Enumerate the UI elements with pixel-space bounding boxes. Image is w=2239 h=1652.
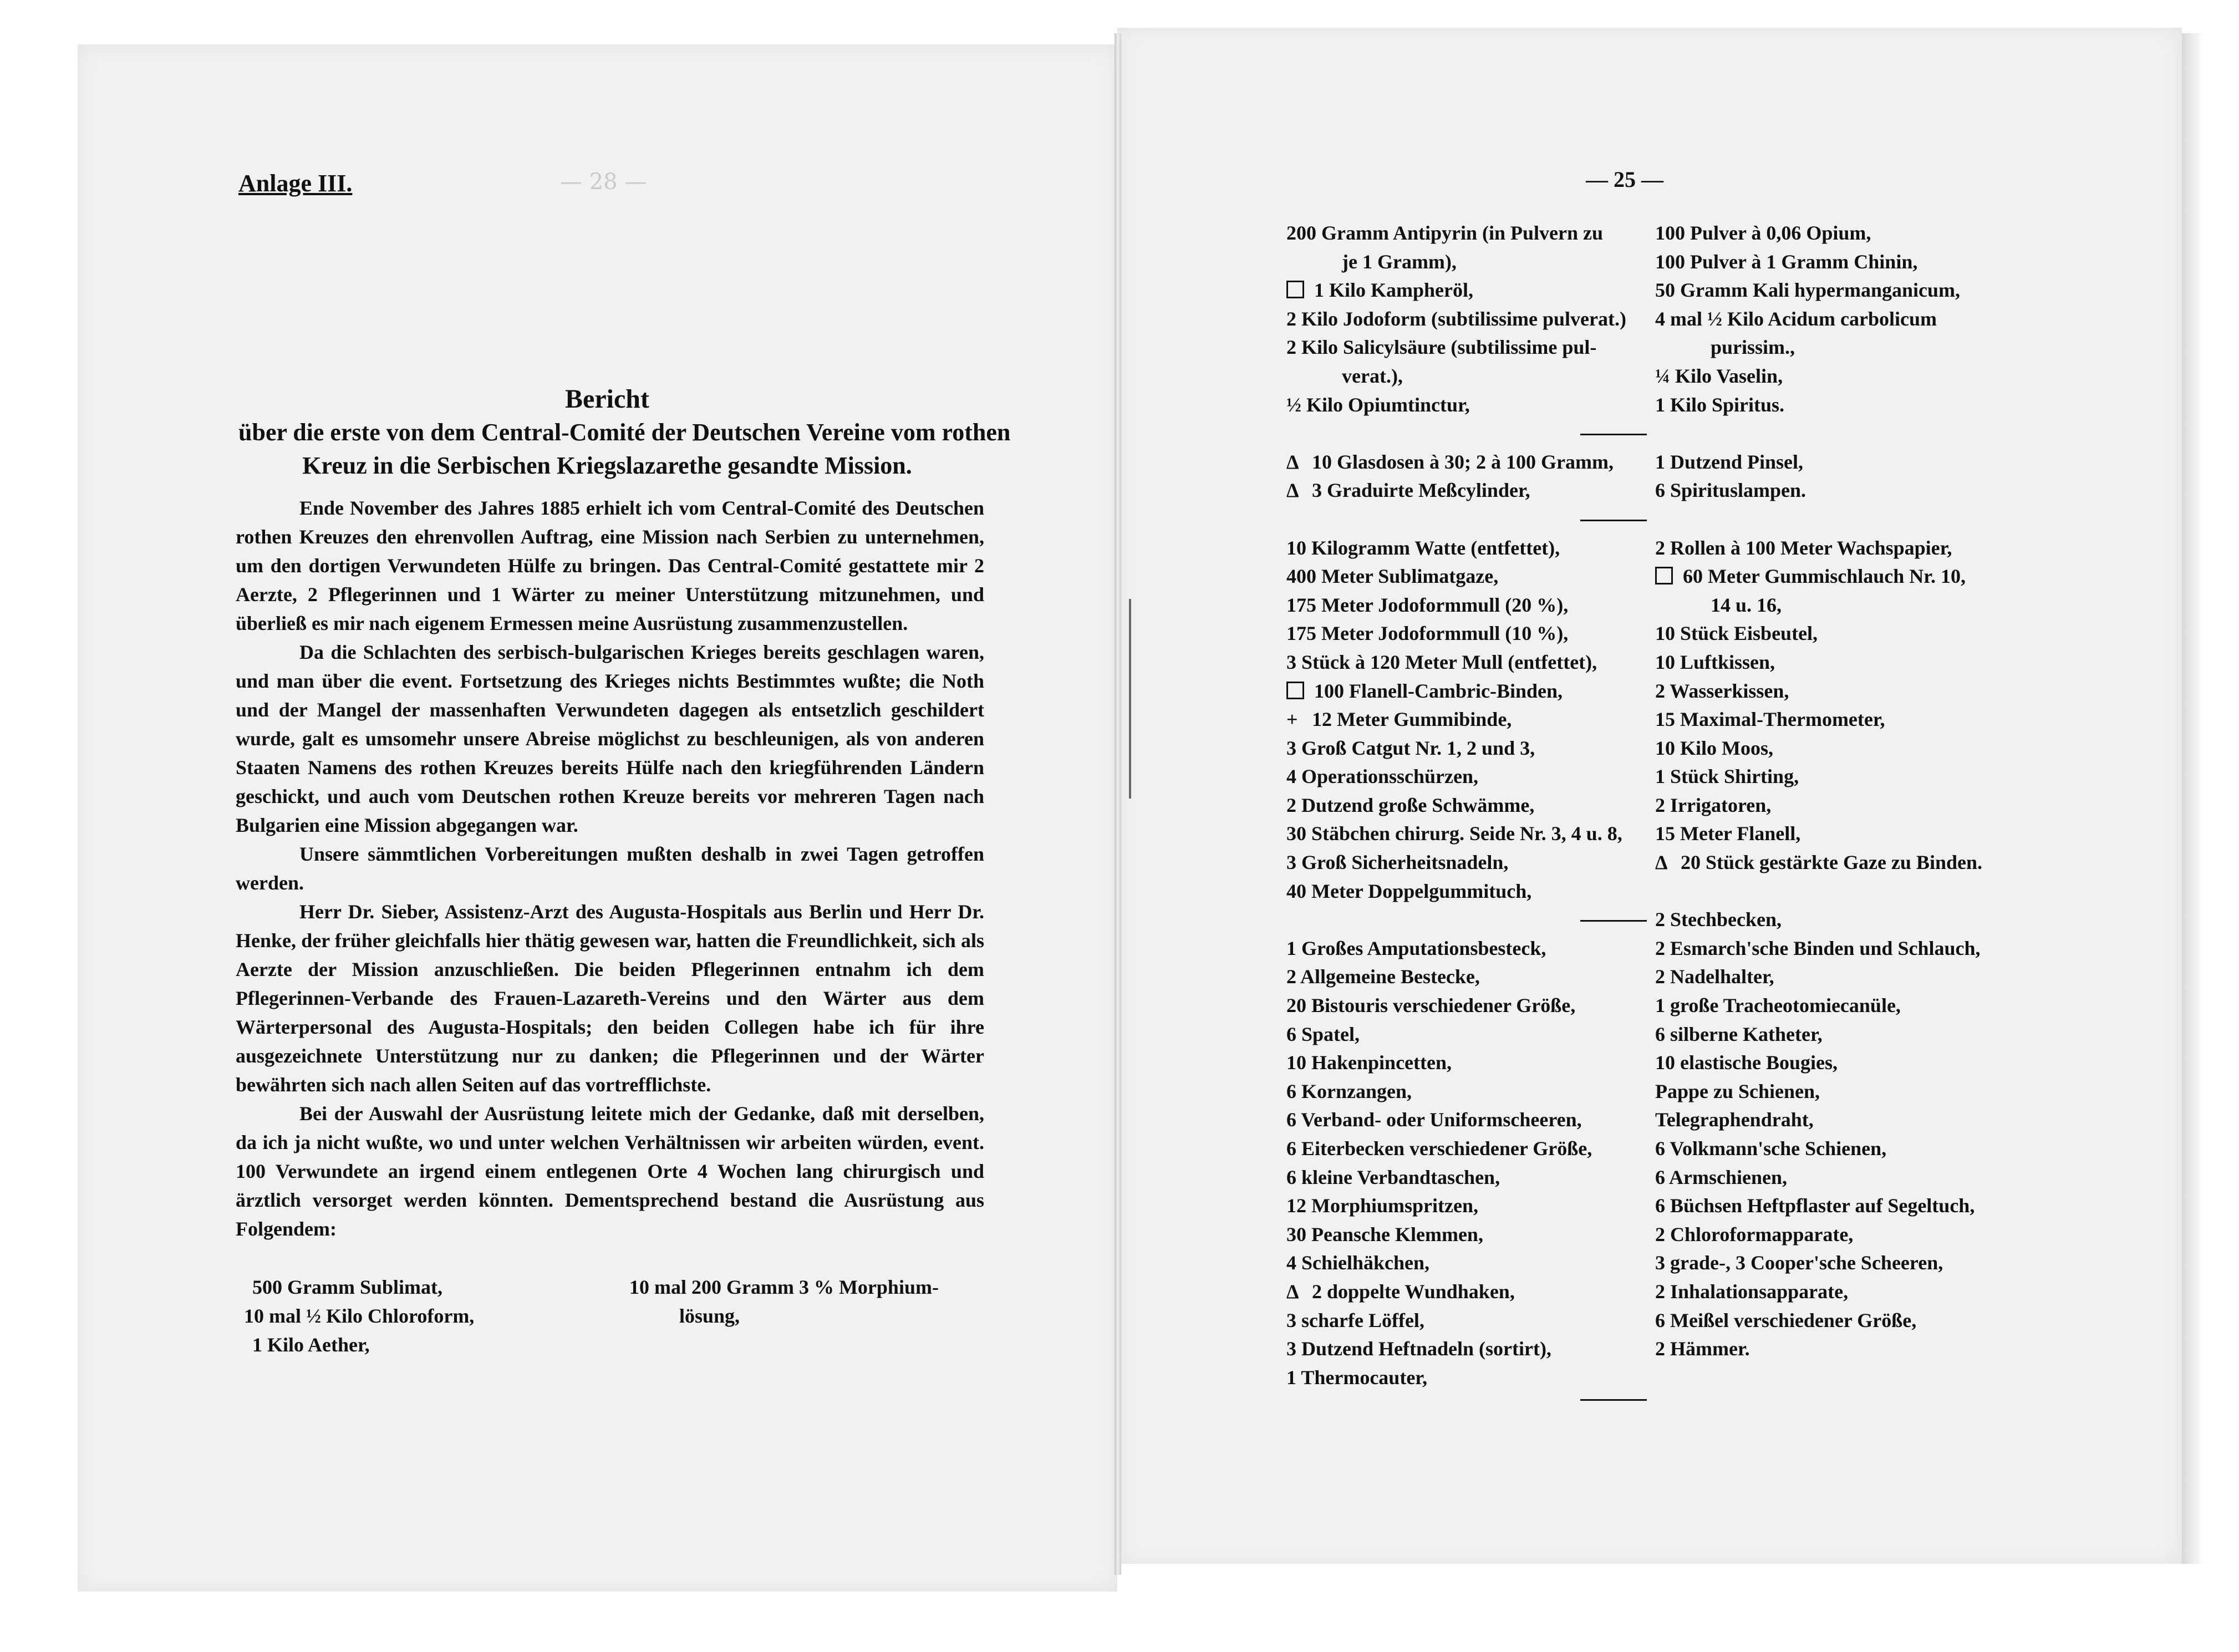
spine-stitch-mark — [1129, 599, 1131, 799]
supply-item-text: 175 Meter Jodoformmull (10 %), — [1286, 622, 1569, 645]
supply-item-text: 2 Inhalationsapparate, — [1655, 1280, 1849, 1303]
supply-item-text: 6 silberne Katheter, — [1655, 1023, 1823, 1045]
equipment-item: 500 Gramm Sublimat, — [252, 1276, 443, 1298]
supply-item-text: 3 Graduirte Meßcylinder, — [1312, 479, 1530, 502]
supply-item — [1286, 333, 1641, 362]
supply-item-text: 20 Stück gestärkte Gaze zu Binden. — [1681, 851, 1982, 874]
supply-item-text: 4 Operationsschürzen, — [1286, 765, 1478, 788]
supply-item — [1286, 1106, 1641, 1135]
supply-item — [1286, 362, 1641, 391]
supply-item — [1655, 992, 2021, 1020]
supply-item — [1286, 1364, 1641, 1392]
supply-item-text: 2 doppelte Wundhaken, — [1312, 1280, 1515, 1303]
supply-item-text: 6 Büchsen Heftpflaster auf Segeltuch, — [1655, 1194, 1975, 1217]
supply-item-text: Pappe zu Schienen, — [1655, 1080, 1820, 1102]
supply-item-text: 30 Peansche Klemmen, — [1286, 1223, 1483, 1246]
supply-item-text: 10 Stück Eisbeutel, — [1655, 622, 1818, 645]
paragraph-1: Ende November des Jahres 1885 erhielt ich vom Central-Comité des Deutschen rothen Kreuzes den ehrenvollen Auftrag, eine Mission nach Serbien zu unternehmen, um den dortigen Verwundeten Hülfe zu bringen. Das Central-Comité gestattete mir 2 Aerzte, 2 Pflegerinnen und 1 Wärter zu meiner Unterstützung mitzunehmen, und überließ es mir nach eigenem Ermessen meine Ausrüstung zusammenzustellen. — [236, 497, 984, 634]
equipment-item: 10 mal 200 Gramm 3 % Morphium- — [629, 1276, 939, 1298]
supply-item-text: 2 Stechbecken, — [1655, 908, 1782, 931]
supply-item-text: 400 Meter Sublimatgaze, — [1286, 565, 1499, 588]
supply-item — [1655, 791, 2021, 820]
paragraph-5: Bei der Auswahl der Ausrüstung leitete mich der Gedanke, daß mit derselben, da ich ja nicht wußte, wo und unter welchen Verhältnissen wir arbeiten würden, event. 100 Verwundete an irgend einem entlegenen Orte 4 Wochen lang chirurgisch und ärztlich versorget werden könnten. Dementsprechend bestand die Ausrüstung aus Folgendem: — [236, 1102, 984, 1240]
supply-item — [1655, 1049, 2021, 1077]
supply-item — [1286, 1135, 1641, 1163]
supply-item-text: 2 Kilo Salicylsäure (subtilissime pul- — [1286, 336, 1597, 359]
supply-item-text: 3 scharfe Löffel, — [1286, 1309, 1424, 1331]
supply-item — [1286, 791, 1641, 820]
supply-item — [1286, 1249, 1641, 1278]
supply-item — [1655, 677, 2021, 706]
supply-item-text: 6 Spirituslampen. — [1655, 479, 1807, 502]
supply-item-text: 6 Volkmann'sche Schienen, — [1655, 1137, 1887, 1160]
triangle-marker-icon: Δ — [1286, 479, 1299, 502]
supply-item — [1655, 1335, 2021, 1364]
supply-item — [1286, 534, 1641, 563]
supply-item — [1286, 763, 1641, 791]
supply-item-text: 15 Meter Flanell, — [1655, 822, 1801, 845]
supply-item-text: 12 Meter Gummibinde, — [1312, 708, 1512, 731]
supply-item — [1655, 820, 2021, 848]
supply-item — [1286, 1307, 1641, 1335]
report-body — [236, 494, 984, 1243]
supply-item — [1655, 1135, 2021, 1163]
appendix-label: Anlage III. — [238, 170, 353, 197]
supply-list-column-1 — [1286, 219, 1641, 1392]
supply-item-text: 3 Stück à 120 Meter Mull (entfettet), — [1286, 650, 1597, 673]
supply-item-text: 100 Pulver à 0,06 Opium, — [1655, 222, 1871, 244]
supply-item — [1286, 1278, 1641, 1307]
supply-item — [1655, 391, 2021, 420]
supply-item-text: 10 Kilo Moos, — [1655, 736, 1773, 759]
supply-item — [1286, 476, 1641, 505]
supply-item — [1286, 992, 1641, 1020]
supply-item-text: 6 Spatel, — [1286, 1023, 1360, 1045]
supply-item — [1655, 1192, 2021, 1221]
supply-item — [1655, 648, 2021, 677]
box-marker-icon — [1286, 281, 1304, 298]
triangle-marker-icon: Δ — [1286, 1280, 1299, 1303]
section-divider — [1580, 1399, 1647, 1401]
supply-item — [1655, 619, 2021, 648]
supply-item-text: 3 grade-, 3 Cooper'sche Scheeren, — [1655, 1252, 1943, 1274]
supply-item — [1655, 906, 2021, 934]
supply-item — [1286, 820, 1641, 848]
supply-item-text: 100 Pulver à 1 Gramm Chinin, — [1655, 250, 1918, 273]
equipment-column-2 — [629, 1273, 939, 1330]
supply-item-text: verat.), — [1342, 364, 1403, 387]
supply-item — [1655, 1106, 2021, 1135]
supply-item — [1286, 448, 1641, 477]
supply-item — [1655, 1221, 2021, 1249]
supply-item-text: 1 Stück Shirting, — [1655, 765, 1799, 788]
paragraph-4: Herr Dr. Sieber, Assistenz-Arzt des Augusta-Hospitals aus Berlin und Herr Dr. Henke, der früher gleichfalls hier thätig gewesen war, hatten die Freundlichkeit, sich als Aerzte der Mission anzuschließen. Die beiden Pflegerinnen entnahm ich dem Pflegerinnen-Verbande des Frauen-Lazareth-Vereins und den Wärter aus dem Wärterpersonal des Augusta-Hospitals; den beiden Collegen habe ich für ihre ausgezeichnete Unterstützung nur zu danken; die Pflegerinnen und der Wärter bewährten sich nach allen Seiten auf das vortrefflichste. — [236, 901, 984, 1096]
supply-item — [1286, 934, 1641, 963]
supply-item — [1655, 305, 2021, 334]
section-divider — [1580, 920, 1647, 922]
supply-item — [1286, 619, 1641, 648]
supply-item — [1655, 591, 2021, 620]
supply-item — [1286, 276, 1641, 305]
supply-item-text: 2 Nadelhalter, — [1655, 965, 1774, 988]
equipment-column-1 — [244, 1273, 475, 1359]
page-edge-shadow — [2182, 33, 2204, 1564]
supply-item — [1286, 391, 1641, 420]
supply-item-text: 10 Glasdosen à 30; 2 à 100 Gramm, — [1312, 450, 1614, 473]
supply-item-text: 1 Thermocauter, — [1286, 1366, 1427, 1389]
supply-item-text: 4 mal ½ Kilo Acidum carbolicum — [1655, 307, 1937, 330]
section-divider — [1580, 434, 1647, 435]
supply-item — [1286, 963, 1641, 992]
supply-item — [1286, 1335, 1641, 1364]
supply-item — [1655, 1249, 2021, 1278]
section-divider — [1580, 520, 1647, 521]
title-line-2: über die erste von dem Central-Comité der Deutschen Vereine vom rothen — [238, 419, 1011, 446]
supply-item — [1286, 677, 1641, 706]
supply-item — [1286, 1221, 1641, 1249]
supply-item-text: 6 Verband- oder Uniformscheeren, — [1286, 1109, 1582, 1131]
supply-item-text: 2 Chloroformapparate, — [1655, 1223, 1854, 1246]
supply-item — [1655, 1307, 2021, 1335]
supply-item — [1655, 276, 2021, 305]
supply-item-text: 30 Stäbchen chirurg. Seide Nr. 3, 4 u. 8, — [1286, 822, 1622, 845]
paragraph-2: Da die Schlachten des serbisch-bulgarischen Krieges bereits geschlagen waren, und man über die event. Fortsetzung des Krieges nichts Bestimmtes wußte; die Noth und der Mangel der massenhaften Verwundeten dagegen als entsetzlich geschildert wurde, galt es umsomehr unsere Abreise möglichst zu beschleunigen, als von anderen Staaten Namens des rothen Kreuzes bereits Hülfe nach den kriegführenden Ländern geschickt, und auch vom Deutschen rothen Kreuze bereits vor mehreren Tagen nach Bulgarien eine Mission abgegangen war. — [236, 641, 984, 836]
supply-item — [1655, 248, 2021, 277]
supply-item — [1655, 1077, 2021, 1106]
supply-item-text: 4 Schielhäkchen, — [1286, 1252, 1430, 1274]
supply-item — [1655, 705, 2021, 734]
supply-item-text: 1 Kilo Kampheröl, — [1314, 279, 1473, 302]
right-page — [1117, 28, 2182, 1564]
supply-item — [1286, 1020, 1641, 1049]
supply-item — [1286, 248, 1641, 277]
supply-item-text: 1 Kilo Spiritus. — [1655, 393, 1785, 416]
supply-item — [1286, 1163, 1641, 1192]
title-line-3: Kreuz in die Serbischen Kriegslazarethe gesandte Mission. — [302, 452, 912, 479]
group-separator-gap — [1655, 505, 2021, 534]
supply-item-text: purissim., — [1711, 336, 1795, 359]
supply-item — [1286, 734, 1641, 763]
supply-item — [1286, 562, 1641, 591]
supply-item — [1655, 476, 2021, 505]
supply-item-text: 3 Groß Catgut Nr. 1, 2 und 3, — [1286, 736, 1535, 759]
box-marker-icon — [1286, 682, 1304, 699]
supply-item-text: 1 Dutzend Pinsel, — [1655, 450, 1804, 473]
supply-item-text: 15 Maximal-Thermometer, — [1655, 708, 1885, 731]
group-separator-gap — [1655, 419, 2021, 448]
supply-item-text: 40 Meter Doppelgummituch, — [1286, 880, 1532, 902]
supply-item — [1655, 734, 2021, 763]
supply-list-column-2 — [1655, 219, 2021, 1364]
supply-item-text: 200 Gramm Antipyrin (in Pulvern zu — [1286, 222, 1604, 244]
supply-item — [1286, 1192, 1641, 1221]
supply-item — [1655, 1278, 2021, 1307]
book-spine — [1115, 33, 1121, 1575]
supply-item-text: 1 große Tracheotomiecanüle, — [1655, 994, 1901, 1017]
supply-item-text: 2 Esmarch'sche Binden und Schlauch, — [1655, 937, 1981, 959]
supply-item — [1655, 219, 2021, 248]
report-title — [238, 383, 1011, 482]
supply-item-text: 175 Meter Jodoformmull (20 %), — [1286, 593, 1569, 616]
supply-item — [1286, 648, 1641, 677]
supply-item-text: 2 Rollen à 100 Meter Wachspapier, — [1655, 536, 1952, 559]
supply-item-text: Telegraphendraht, — [1655, 1109, 1814, 1131]
supply-item — [1655, 448, 2021, 477]
supply-item-text: 3 Groß Sicherheitsnadeln, — [1286, 851, 1509, 874]
supply-item — [1655, 362, 2021, 391]
supply-item-text: 2 Allgemeine Bestecke, — [1286, 965, 1480, 988]
supply-item — [1655, 963, 2021, 992]
supply-item-text: 10 Luftkissen, — [1655, 650, 1775, 673]
supply-item — [1655, 848, 2021, 877]
supply-item-text: 10 Kilogramm Watte (entfettet), — [1286, 536, 1560, 559]
equipment-item: lösung, — [679, 1305, 740, 1327]
supply-item-text: 12 Morphiumspritzen, — [1286, 1194, 1478, 1217]
supply-item-text: 100 Flanell-Cambric-Binden, — [1314, 679, 1563, 702]
supply-item-text: 2 Dutzend große Schwämme, — [1286, 794, 1535, 816]
supply-item-text: 50 Gramm Kali hypermanganicum, — [1655, 279, 1960, 302]
title-line-1: Bericht — [565, 384, 649, 414]
supply-item-text: 6 kleine Verbandtaschen, — [1286, 1166, 1500, 1188]
bleed-through-page-number: — 28 — — [560, 169, 647, 195]
page-number: — 25 — — [1586, 167, 1663, 192]
supply-item — [1286, 305, 1641, 334]
supply-item-text: ¼ Kilo Vaselin, — [1655, 364, 1783, 387]
supply-item-text: 6 Eiterbecken verschiedener Größe, — [1286, 1137, 1592, 1160]
supply-item-text: ½ Kilo Opiumtinctur, — [1286, 393, 1470, 416]
supply-item-text: 6 Kornzangen, — [1286, 1080, 1412, 1102]
supply-item-text: 2 Wasserkissen, — [1655, 679, 1789, 702]
supply-item-text: 2 Irrigatoren, — [1655, 794, 1772, 816]
supply-item — [1655, 534, 2021, 563]
supply-item-text: 14 u. 16, — [1711, 593, 1782, 616]
equipment-item: 10 mal ½ Kilo Chloroform, — [244, 1305, 475, 1327]
supply-item-text: 60 Meter Gummischlauch Nr. 10, — [1683, 565, 1966, 588]
cross-marker-icon: + — [1286, 708, 1298, 731]
supply-item-text: 6 Armschienen, — [1655, 1166, 1787, 1188]
supply-item-text: 6 Meißel verschiedener Größe, — [1655, 1309, 1917, 1331]
paragraph-3: Unsere sämmtlichen Vorbereitungen mußten deshalb in zwei Tagen getroffen werden. — [236, 843, 984, 894]
supply-item — [1655, 934, 2021, 963]
supply-item — [1286, 705, 1641, 734]
group-separator-gap — [1655, 877, 2021, 906]
supply-item — [1286, 1049, 1641, 1077]
supply-item-text: 3 Dutzend Heftnadeln (sortirt), — [1286, 1338, 1551, 1360]
supply-item — [1655, 333, 2021, 362]
equipment-item: 1 Kilo Aether, — [252, 1334, 370, 1356]
triangle-marker-icon: Δ — [1286, 450, 1299, 473]
supply-item — [1286, 877, 1641, 906]
supply-item — [1655, 763, 2021, 791]
box-marker-icon — [1655, 567, 1673, 584]
supply-item-text: 10 Hakenpincetten, — [1286, 1051, 1452, 1074]
supply-item-text: 10 elastische Bougies, — [1655, 1051, 1838, 1074]
supply-item-text: 20 Bistouris verschiedener Größe, — [1286, 994, 1576, 1017]
supply-item — [1655, 1020, 2021, 1049]
supply-item — [1286, 1077, 1641, 1106]
supply-item — [1286, 219, 1641, 248]
supply-item-text: 1 Großes Amputationsbesteck, — [1286, 937, 1546, 959]
supply-item — [1655, 562, 2021, 591]
supply-item — [1286, 848, 1641, 877]
supply-item-text: je 1 Gramm), — [1342, 250, 1457, 273]
supply-item-text: 2 Hämmer. — [1655, 1338, 1750, 1360]
supply-item — [1286, 591, 1641, 620]
supply-item — [1655, 1163, 2021, 1192]
supply-item-text: 2 Kilo Jodoform (subtilissime pulverat.) — [1286, 307, 1626, 330]
triangle-marker-icon: Δ — [1655, 851, 1668, 874]
